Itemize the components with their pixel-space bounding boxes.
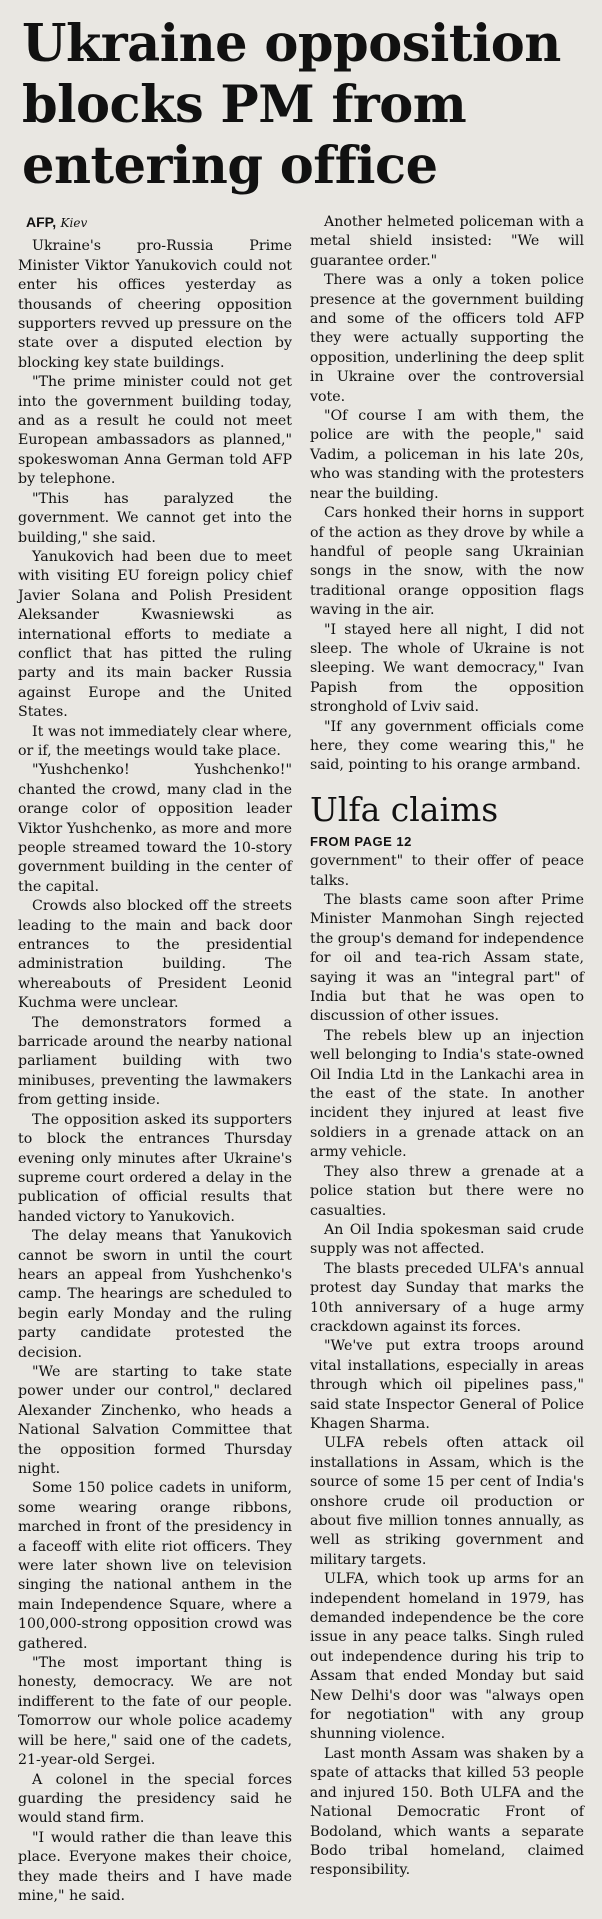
from-page-label: FROM PAGE 12 [310, 833, 412, 849]
paragraph: "I stayed here all night, I did not sleep. The whole of Ukraine is not sleeping. We want democracy," Ivan Papish from the opposition stronghold of Lviv said. [310, 621, 584, 716]
paragraph: The rebels blew up an injection well belonging to India's state-owned Oil India Ltd in the Lankachi area in the east of the state. In another incident they injured at least five soldiers in a grenade attack on an army vehicle. [310, 1027, 584, 1161]
paragraph: Ukraine's pro-Russia Prime Minister Viktor Yanukovich could not enter his offices yesterday as thousands of cheering opposition supporters revved up pressure on the state over a disputed election by blocking key state buildings. [18, 238, 292, 371]
paragraph: Cars honked their horns in support of the action as they drove by while a handful of people sang Ukrainian songs in the snow, with the now traditional orange opposition flags waving in the air. [310, 505, 584, 619]
paragraph: An Oil India spokesman said crude supply was not affected. [310, 1221, 584, 1258]
paragraph: "The prime minister could not get into the government building today, and as a result he could not meet European ambassadors as planned," spokeswoman Anna German told AFP by telephone. [18, 374, 292, 488]
paragraph: "We've put extra troops around vital installations, especially in areas through which oil pipelines pass," said state Inspector General of Police Khagen Sharma. [310, 1338, 584, 1432]
paragraph: Another helmeted policeman with a metal shield insisted: "We will guarantee order." [310, 214, 584, 269]
paragraph: Yanukovich had been due to meet with visiting EU foreign policy chief Javier Solana and Polish President Aleksander Kwasniewski as international efforts to mediate a conflict that has pitted the ruling party and its main backer Russia against Europe and the United States. [18, 548, 292, 721]
paragraph: "We are starting to take state power under our control," declared Alexander Zinchenko, who heads a National Salvation Committee that the opposition formed Thursday night. [18, 1363, 292, 1477]
byline-agency: AFP, [26, 214, 57, 230]
paragraph: It was not immediately clear where, or if, the meetings would take place. [18, 723, 292, 759]
paragraph: Crowds also blocked off the streets leading to the main and back door entrances to the presidential administration building. The whereabouts of President Leonid Kuchma were unclear. [18, 898, 292, 1012]
paragraph: "Yushchenko! Yushchenko!" chanted the crowd, many clad in the orange color of opposition leader Viktor Yushchenko, as more and more people streamed toward the 10-story government building in the center of the capital. [18, 762, 292, 895]
paragraph: "If any government officials come here, they come wearing this," he said, pointing to his orange armband. [310, 718, 584, 774]
paragraph: ULFA rebels often attack oil installations in Assam, which is the source of some 15 per cent of India's onshore crude oil production or about five million tonnes annually, as well as striking government and military targets. [310, 1435, 584, 1568]
paragraph: They also threw a grenade at a police station but there were no casualties. [310, 1163, 584, 1219]
paragraph: Last month Assam was shaken by a spate of attacks that killed 53 people and injured 150. Both ULFA and the National Democratic Front of Bodoland, which wants a separate Bodo tribal homeland, claimed responsibility. [310, 1745, 584, 1879]
paragraph: "I would rather die than leave this place. Everyone makes their choice, they made theirs and I have made mine," he said. [18, 1829, 292, 1904]
paragraph: Some 150 police cadets in uniform, some wearing orange ribbons, marched in front of the presidency in a faceoff with elite riot officers. They were later shown live on television singing the national anthem in the main Independence Square, where a 100,000-strong opposition crowd was gathered. [18, 1480, 292, 1652]
ulfa-headline: Ulfa claims [310, 789, 499, 829]
paragraph: The delay means that Yanukovich cannot be sworn in until the court hears an appeal from Yushchenko's camp. The hearings are scheduled to begin early Monday and the ruling party candidate protested the decision. [18, 1228, 292, 1361]
byline-place: Kiev [60, 216, 88, 230]
paragraph: The blasts preceded ULFA's annual protest day Sunday that marks the 10th anniversary of a huge army crackdown against its forces. [310, 1260, 584, 1335]
ulfa-lead: government" to their offer of peace talks. [310, 853, 584, 889]
paragraph: "This has paralyzed the government. We cannot get into the building," she said. [18, 490, 292, 546]
headline: Ukraine opposition blocks PM from entering office [22, 14, 561, 196]
article-columns [18, 213, 584, 1906]
paragraph: "The most important thing is honesty, democracy. We are not indifferent to the fate of our people. Tomorrow our whole police academy will be here," said one of the cadets, 21-year-old Sergei. [18, 1655, 292, 1769]
byline [26, 213, 292, 233]
paragraph: A colonel in the special forces guarding the presidency said he would stand firm. [18, 1771, 292, 1827]
paragraph: The opposition asked its supporters to block the entrances Thursday evening only minutes after Ukraine's supreme court ordered a delay in the publication of official results that handed victory to Yanukovich. [18, 1111, 292, 1225]
paragraph: The demonstrators formed a barricade around the nearby national parliament building with two minibuses, preventing the lawmakers from getting inside. [18, 1014, 292, 1109]
paragraph: There was a only a token police presence at the government building and some of the officers told AFP they were actually supporting the opposition, underlining the deep split in Ukraine over the controversial vote. [310, 272, 584, 405]
paragraph: "Of course I am with them, the police are with the people," said Vadim, a policeman in his late 20s, who was standing with the protesters near the building. [310, 408, 584, 502]
paragraph: ULFA, which took up arms for an independent homeland in 1979, has demanded independence be the core issue in any peace talks. Singh ruled out independence during his trip to Assam that ended Monday but said New Delhi's door was "always open for negotiation" with any group shunning violence. [310, 1571, 584, 1743]
paragraph: The blasts came soon after Prime Minister Manmohan Singh rejected the group's demand for independence for oil and tea-rich Assam state, saying it was an "integral part" of India but that he was open to discussion of other issues. [310, 892, 584, 1025]
column-left [18, 213, 292, 1906]
column-right [310, 213, 584, 1906]
